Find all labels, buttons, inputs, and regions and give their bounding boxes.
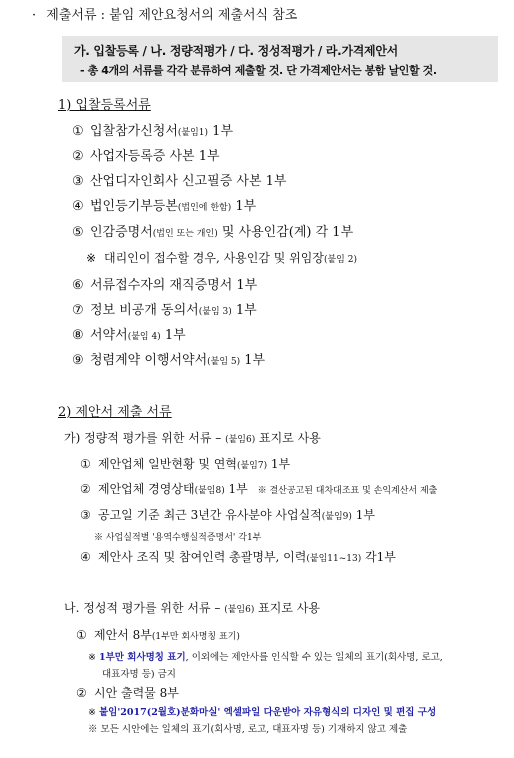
list-item bbox=[72, 328, 186, 345]
note-mark: ※ bbox=[88, 652, 96, 663]
item-tail: 1부 bbox=[240, 353, 266, 368]
list-item bbox=[80, 550, 396, 567]
item-tail: 1부 bbox=[267, 457, 291, 471]
item-note: (붙임11~13) bbox=[306, 554, 362, 564]
item-tail: 1부 bbox=[208, 124, 234, 139]
item-number: ① bbox=[80, 457, 91, 471]
remark-text: , 이외에는 제안사를 인식할 수 있는 일체의 표기(회사명, 로고, bbox=[185, 652, 443, 663]
subsection-note: (붙임6) bbox=[225, 435, 256, 445]
item-number: ⑤ bbox=[72, 225, 84, 240]
subsection-note: (붙임6) bbox=[224, 605, 255, 615]
remark-text: 모든 시안에는 일체의 표기(회사명, 로고, 대표자명 등) 기재하지 않고 제출 bbox=[100, 724, 408, 735]
remark-line: 대표자명 등) 금지 bbox=[102, 669, 176, 680]
item-note: (붙임 5) bbox=[207, 357, 241, 367]
subsection-a-title bbox=[64, 431, 321, 448]
list-item bbox=[72, 225, 353, 242]
list-item bbox=[80, 457, 290, 474]
item-number: ⑥ bbox=[72, 278, 84, 293]
item-remark: ※ 사업실적별 '용역수행실적증명서' 각1부 bbox=[94, 533, 262, 543]
item-note: (붙임8) bbox=[194, 486, 225, 496]
item-note: (붙임7) bbox=[236, 461, 268, 471]
list-item bbox=[72, 303, 257, 320]
item-number: ⑧ bbox=[72, 328, 84, 343]
item-tail: 1부 bbox=[351, 508, 375, 522]
list-item bbox=[72, 124, 233, 141]
item-text: 청렴계약 이행서약서 bbox=[90, 353, 208, 368]
item-number: ② bbox=[80, 482, 91, 496]
item-note: (붙임 3) bbox=[198, 307, 232, 317]
item-text: 제안서 8부 bbox=[94, 628, 152, 642]
item-number: ⑨ bbox=[72, 353, 84, 368]
subsection-text: 나. 정성적 평가를 위한 서류 – bbox=[64, 601, 225, 615]
remark-emphasis: 붙임'2017(2월호)분화마실' 엑셀파일 다운받아 자유형식의 디자인 및 편집 구성 bbox=[99, 707, 437, 718]
item-text: 입찰참가신청서 bbox=[90, 124, 178, 139]
item-note: (붙임1) bbox=[177, 128, 209, 138]
item-text: 산업디자인회사 신고필증 사본 1부 bbox=[90, 174, 287, 189]
item-number: ② bbox=[72, 149, 84, 164]
item-number: ④ bbox=[72, 199, 84, 214]
list-item bbox=[76, 686, 179, 701]
notice-line-1: 가. 입찰등록 / 나. 정량적평가 / 다. 정성적평가 / 라.가격제안서 bbox=[74, 44, 398, 58]
note-mark: ※ bbox=[88, 724, 98, 735]
item-note: (붙임9) bbox=[321, 512, 352, 522]
section1-title: 1) 입찰등록서류 bbox=[58, 98, 151, 113]
subsection-b-title bbox=[64, 601, 320, 618]
list-item bbox=[72, 353, 265, 370]
item-text: 제안업체 경영상태 bbox=[98, 482, 195, 496]
subsection-text: 가) 정량적 평가를 위한 서류 – bbox=[64, 431, 226, 445]
list-item bbox=[80, 482, 437, 499]
item-note: (법인에 한함) bbox=[177, 203, 232, 213]
item-text: 공고일 기준 최근 3년간 유사분야 사업실적 bbox=[98, 508, 322, 522]
item-number: ① bbox=[76, 628, 87, 642]
item-text: 제안업체 일반현황 및 연혁 bbox=[98, 457, 237, 471]
item-note: (붙임 2) bbox=[323, 255, 357, 265]
list-item bbox=[72, 278, 257, 294]
section2-title: 2) 제안서 제출 서류 bbox=[58, 405, 172, 420]
item-number: ③ bbox=[72, 174, 84, 189]
item-tail: 및 사용인감(계) 각 1부 bbox=[217, 225, 354, 240]
item-number: ① bbox=[72, 124, 84, 139]
list-item bbox=[72, 199, 256, 216]
header-line bbox=[32, 8, 297, 24]
item-number: ④ bbox=[80, 550, 91, 564]
list-item bbox=[76, 628, 240, 645]
item-number: ⑦ bbox=[72, 303, 84, 318]
subsection-tail: 표지로 사용 bbox=[255, 431, 321, 445]
item-tail: 1부 bbox=[231, 199, 257, 214]
item-text: 사업자등록증 사본 1부 bbox=[90, 149, 220, 164]
item-text: 시안 출력물 8부 bbox=[94, 686, 179, 700]
list-item bbox=[86, 251, 357, 268]
list-item bbox=[80, 508, 375, 525]
item-number: ③ bbox=[80, 508, 91, 522]
item-text: 서류접수자의 재직증명서 1부 bbox=[90, 278, 258, 293]
item-remark: ※ 결산공고된 대차대조표 및 손익계산서 제출 bbox=[257, 486, 438, 496]
notice-line-2: - 총 4개의 서류를 각각 분류하여 제출할 것. 단 가격제안서는 봉함 날인할 것. bbox=[80, 64, 437, 77]
header-text: 제출서류 : 붙임 제안요청서의 제출서식 참조 bbox=[46, 8, 298, 23]
item-text: 제안사 조직 및 참여인력 총괄명부, 이력 bbox=[98, 550, 307, 564]
remark-emphasis: 1부만 회사명칭 표기 bbox=[99, 652, 186, 663]
item-text: 서약서 bbox=[90, 328, 128, 343]
item-text: 법인등기부등본 bbox=[90, 199, 178, 214]
item-text: 정보 비공개 동의서 bbox=[90, 303, 199, 318]
remark-line bbox=[88, 651, 443, 665]
list-item bbox=[72, 174, 286, 190]
item-note: (1부만 회사명칭 표기) bbox=[151, 632, 240, 642]
item-number: ② bbox=[76, 686, 87, 700]
item-note: (붙임 4) bbox=[127, 332, 161, 342]
item-tail: 1부 bbox=[224, 482, 248, 496]
item-text: 인감증명서 bbox=[90, 225, 153, 240]
remark-line bbox=[88, 723, 407, 737]
item-tail: 1부 bbox=[231, 303, 257, 318]
item-text: 대리인이 접수할 경우, 사용인감 및 위임장 bbox=[104, 251, 324, 265]
note-mark: ※ bbox=[88, 707, 96, 718]
item-tail: 1부 bbox=[160, 328, 186, 343]
remark-line bbox=[88, 706, 436, 720]
header-bullet: · bbox=[32, 8, 37, 23]
list-item bbox=[72, 149, 220, 165]
note-mark: ※ bbox=[86, 251, 97, 265]
subsection-tail: 표지로 사용 bbox=[254, 601, 320, 615]
item-note: (법인 또는 개인) bbox=[152, 229, 218, 239]
item-tail: 각1부 bbox=[361, 550, 396, 564]
